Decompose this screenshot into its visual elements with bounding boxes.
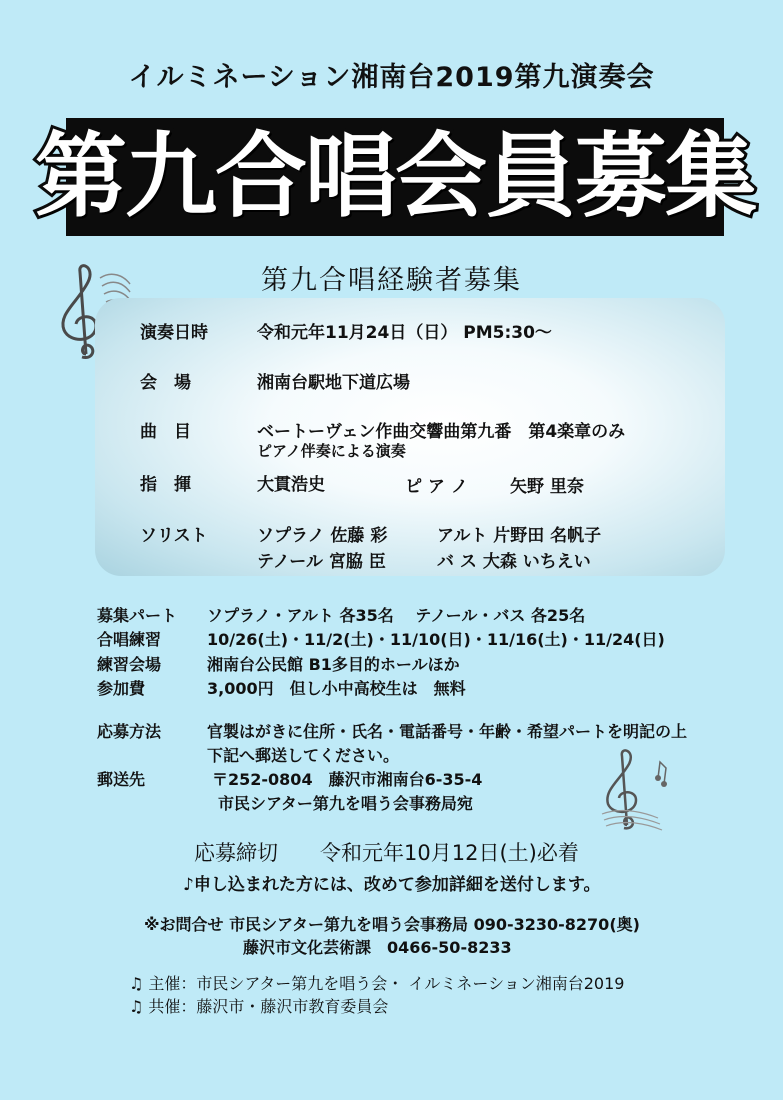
deadline-note: ♪申し込まれた方には、改めて参加詳細を送付します。 xyxy=(183,875,601,895)
method-line2: 下記へ郵送してください。 xyxy=(207,746,400,765)
address-line2: 市民シアター第九を唱う会事務局宛 xyxy=(218,794,473,813)
parts-value: ソプラノ・アルト 各35名 テノール・バス 各25名 xyxy=(207,606,586,625)
deadline: 応募締切 令和元年10月12日(土)必着 xyxy=(194,841,579,865)
piano-label: ピ ア ノ xyxy=(405,477,468,497)
contact-line1: ※お問合せ 市民シアター第九を唱う会事務局 090-3230-8270(奥) xyxy=(144,915,640,934)
address-line1: 〒252-0804 藤沢市湘南台6-35-4 xyxy=(212,770,483,789)
hall-label: 練習会場 xyxy=(97,655,162,674)
soloist-soprano: ソプラノ 佐藤 彩 xyxy=(257,526,388,546)
practice-label: 合唱練習 xyxy=(97,630,162,649)
contact-line2: 藤沢市文化芸術課 0466-50-8233 xyxy=(243,938,512,957)
recruitment-banner xyxy=(35,118,756,236)
soloist-alto: アルト 片野田 名帆子 xyxy=(437,526,602,546)
method-label: 応募方法 xyxy=(97,722,162,741)
sub-heading: 第九合唱経験者募集 xyxy=(261,265,522,296)
conductor-value: 大貫浩史 xyxy=(257,475,325,495)
program-note: ピアノ伴奏による演奏 xyxy=(257,442,406,460)
program-label: 曲 目 xyxy=(140,422,191,442)
venue-label: 会 場 xyxy=(140,373,191,393)
address-label: 郵送先 xyxy=(97,770,146,789)
venue-value: 湘南台駅地下道広場 xyxy=(257,373,410,393)
event-title: イルミネーション湘南台2019第九演奏会 xyxy=(128,62,655,93)
hall-value: 湘南台公民館 B1多目的ホールほか xyxy=(207,655,460,674)
treble-clef-icon xyxy=(598,748,678,838)
method-line1: 官製はがきに住所・氏名・電話番号・年齢・希望パートを明記の上 xyxy=(207,722,688,741)
organizer: ♫ 主催：市民シアター第九を唱う会・ イルミネーション湘南台2019 xyxy=(129,974,625,993)
conductor-label: 指 揮 xyxy=(140,475,191,495)
practice-value: 10/26(土)・11/2(土)・11/10(日)・11/16(土)・11/24(日) xyxy=(207,630,665,649)
fee-label: 参加費 xyxy=(97,679,146,698)
parts-label: 募集パート xyxy=(97,606,178,625)
cosponsor: ♫ 共催：藤沢市・藤沢市教育委員会 xyxy=(129,997,389,1016)
program-value: ベートーヴェン作曲交響曲第九番 第4楽章のみ xyxy=(257,422,626,442)
soloist-label: ソリスト xyxy=(140,526,208,546)
date-value: 令和元年11月24日（日） PM5:30〜 xyxy=(257,323,552,343)
date-label: 演奏日時 xyxy=(140,323,208,343)
soloist-tenor: テノール 宮脇 臣 xyxy=(257,552,386,572)
banner-title: 第九合唱会員募集 xyxy=(35,123,756,230)
fee-value: 3,000円 但し小中高校生は 無料 xyxy=(207,679,466,698)
soloist-bass: バ ス 大森 いちえい xyxy=(437,552,591,572)
piano-value: 矢野 里奈 xyxy=(510,477,584,497)
